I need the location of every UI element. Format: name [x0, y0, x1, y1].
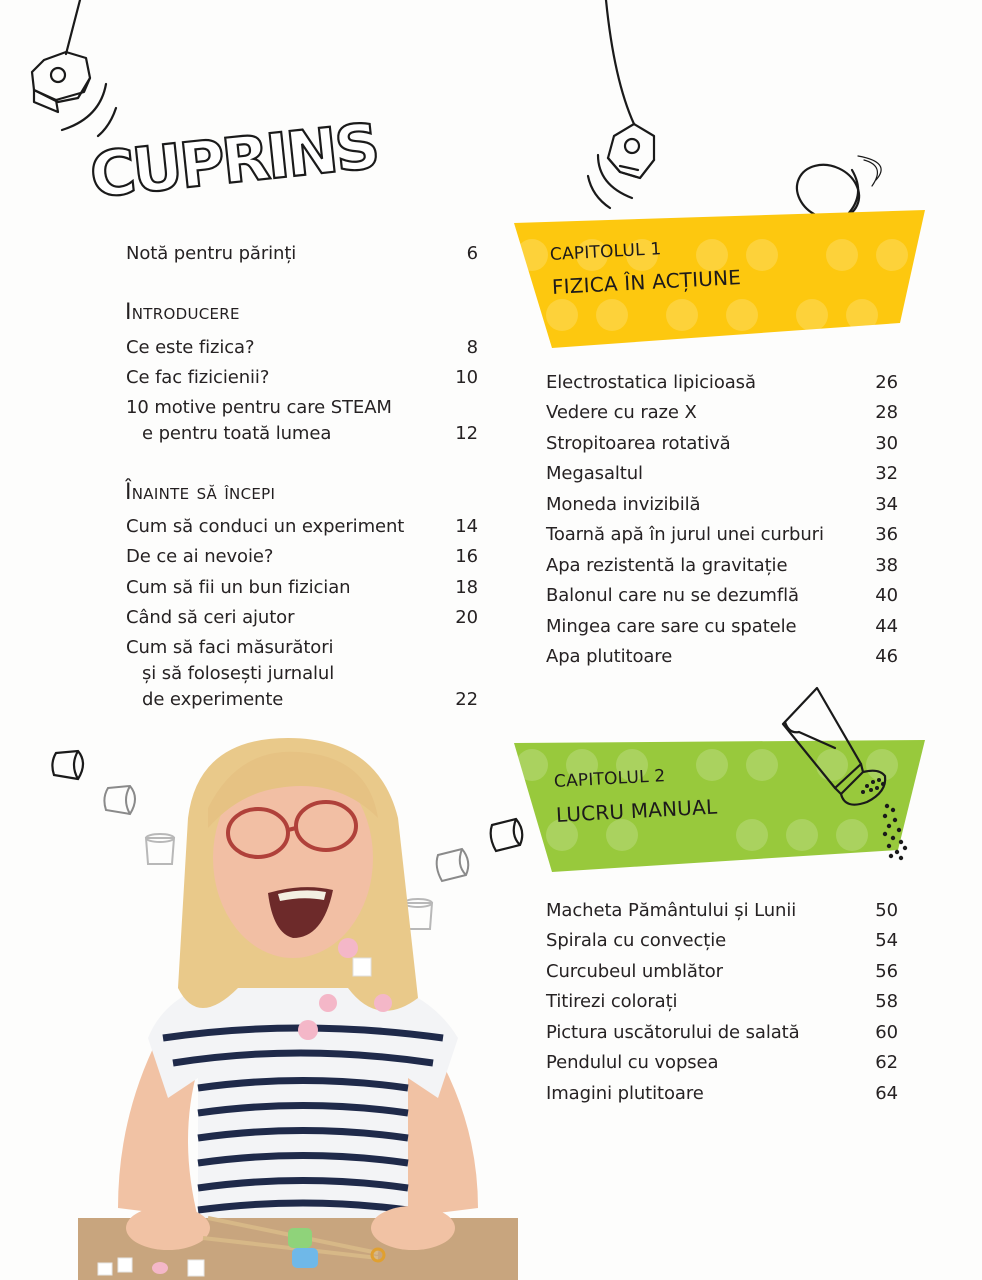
toc-entry-page: 6	[466, 243, 478, 264]
toc-entry-page: 56	[875, 961, 898, 982]
toc-entry-title: Imagini plutitoare	[546, 1083, 704, 1104]
toc-entry[interactable]	[546, 492, 898, 518]
toc-entry-page: 58	[875, 991, 898, 1012]
page-title	[86, 105, 381, 213]
toc-entry-page: 14	[455, 516, 478, 537]
toc-entry-title: Apa plutitoare	[546, 646, 673, 667]
toc-entry-page: 60	[875, 1022, 898, 1043]
chapter-1-banner	[512, 205, 932, 355]
toc-entry-title: Mingea care sare cu spatele	[546, 616, 797, 637]
toc-entry-page: 12	[455, 423, 478, 444]
toc-entry-page: 32	[875, 463, 898, 484]
toc-entry-title	[126, 395, 392, 447]
toc-entry-title-line1: Cum să faci măsurători	[126, 637, 334, 658]
toc-entry[interactable]	[546, 898, 898, 924]
toc-entry-title: Pictura uscătorului de salată	[546, 1022, 800, 1043]
section-heading-introducere: Introducere	[125, 300, 240, 325]
toc-entry-title: Notă pentru părinți	[126, 243, 297, 264]
toc-entry-title	[126, 635, 334, 713]
toc-entry-title: Curcubeul umblător	[546, 961, 723, 982]
toc-entry[interactable]	[126, 241, 478, 267]
toc-entry-page: 38	[875, 555, 898, 576]
toc-entry[interactable]	[546, 614, 898, 640]
toc-entry[interactable]	[126, 514, 478, 540]
toc-entry-title-line1: 10 motive pentru care STEAM	[126, 397, 392, 418]
toc-entry-page: 10	[455, 367, 478, 388]
toc-entry[interactable]	[546, 583, 898, 609]
chapter-title: FIZICA ÎN ACȚIUNE	[551, 265, 742, 299]
toc-entry[interactable]	[546, 553, 898, 579]
toc-entry-title: Cum să fii un bun fizician	[126, 577, 351, 598]
toc-entry[interactable]	[126, 365, 478, 391]
toc-entry-page: 46	[875, 646, 898, 667]
toc-entry-page: 54	[875, 930, 898, 951]
toc-entry-page: 8	[466, 337, 478, 358]
toc-entry-title: Moneda invizibilă	[546, 494, 701, 515]
toc-entry-page: 44	[875, 616, 898, 637]
toc-entry-page: 30	[875, 433, 898, 454]
toc-entry-title-line2: e pentru toată lumea	[142, 423, 332, 444]
toc-entry-title: Balonul care nu se dezumflă	[546, 585, 799, 606]
toc-entry-title: Ce fac fizicienii?	[126, 367, 270, 388]
toc-entry-page: 40	[875, 585, 898, 606]
toc-entry-title: Electrostatica lipicioasă	[546, 372, 756, 393]
toc-entry[interactable]	[126, 395, 478, 447]
toc-entry-title: Spirala cu convecție	[546, 930, 727, 951]
toc-entry[interactable]	[546, 989, 898, 1015]
salt-shaker-icon	[775, 684, 915, 864]
toc-entry[interactable]	[546, 1081, 898, 1107]
toc-entry-title: Titirezi colorați	[546, 991, 678, 1012]
toc-entry-page: 16	[455, 546, 478, 567]
toc-entry-title: Toarnă apă în jurul unei curburi	[546, 524, 824, 545]
toc-entry-page: 26	[875, 372, 898, 393]
toc-entry-title: Cum să conduci un experiment	[126, 516, 405, 537]
chapter-title: LUCRU MANUAL	[555, 794, 718, 827]
toc-entry[interactable]	[546, 400, 898, 426]
toc-entry[interactable]	[126, 335, 478, 361]
toc-entry[interactable]	[126, 575, 478, 601]
toc-entry-title: Când să ceri ajutor	[126, 607, 295, 628]
toc-entry[interactable]	[126, 635, 478, 713]
toc-entry-page: 28	[875, 402, 898, 423]
hex-nut-pendulum-icon	[580, 0, 670, 210]
toc-entry-title: Ce este fizica?	[126, 337, 255, 358]
toc-entry-title: Vedere cu raze X	[546, 402, 697, 423]
toc-entry-title: Macheta Pământului și Lunii	[546, 900, 797, 921]
toc-entry[interactable]	[546, 959, 898, 985]
girl-with-marshmallows-photo	[78, 738, 518, 1280]
toc-entry[interactable]	[546, 928, 898, 954]
chapter-label: CAPITOLUL 2	[553, 766, 666, 792]
toc-entry-page: 34	[875, 494, 898, 515]
svg-text:CUPRINS: CUPRINS	[86, 109, 381, 213]
toc-entry[interactable]	[126, 605, 478, 631]
toc-entry[interactable]	[546, 522, 898, 548]
toc-entry-page: 64	[875, 1083, 898, 1104]
toc-entry[interactable]	[126, 544, 478, 570]
section-heading-inainte-sa-incepi: Înainte să începi	[125, 480, 276, 505]
toc-entry-page: 62	[875, 1052, 898, 1073]
toc-entry-title-line2: și să folosești jurnalul	[142, 663, 335, 684]
toc-entry-page: 36	[875, 524, 898, 545]
toc-entry-title-line3: de experimente	[142, 689, 284, 710]
toc-entry-title: Stropitoarea rotativă	[546, 433, 731, 454]
toc-entry-title: De ce ai nevoie?	[126, 546, 274, 567]
toc-entry-title: Megasaltul	[546, 463, 643, 484]
toc-entry-page: 50	[875, 900, 898, 921]
toc-entry-page: 18	[455, 577, 478, 598]
toc-entry-title: Apa rezistentă la gravitație	[546, 555, 788, 576]
toc-entry[interactable]	[546, 431, 898, 457]
chapter-label: CAPITOLUL 1	[549, 239, 662, 265]
toc-entry[interactable]	[546, 1020, 898, 1046]
toc-entry-title: Pendulul cu vopsea	[546, 1052, 719, 1073]
toc-entry[interactable]	[546, 644, 898, 670]
toc-entry[interactable]	[546, 370, 898, 396]
toc-entry-page: 20	[455, 607, 478, 628]
toc-entry-page: 22	[455, 689, 478, 710]
toc-entry[interactable]	[546, 1050, 898, 1076]
toc-entry[interactable]	[546, 461, 898, 487]
